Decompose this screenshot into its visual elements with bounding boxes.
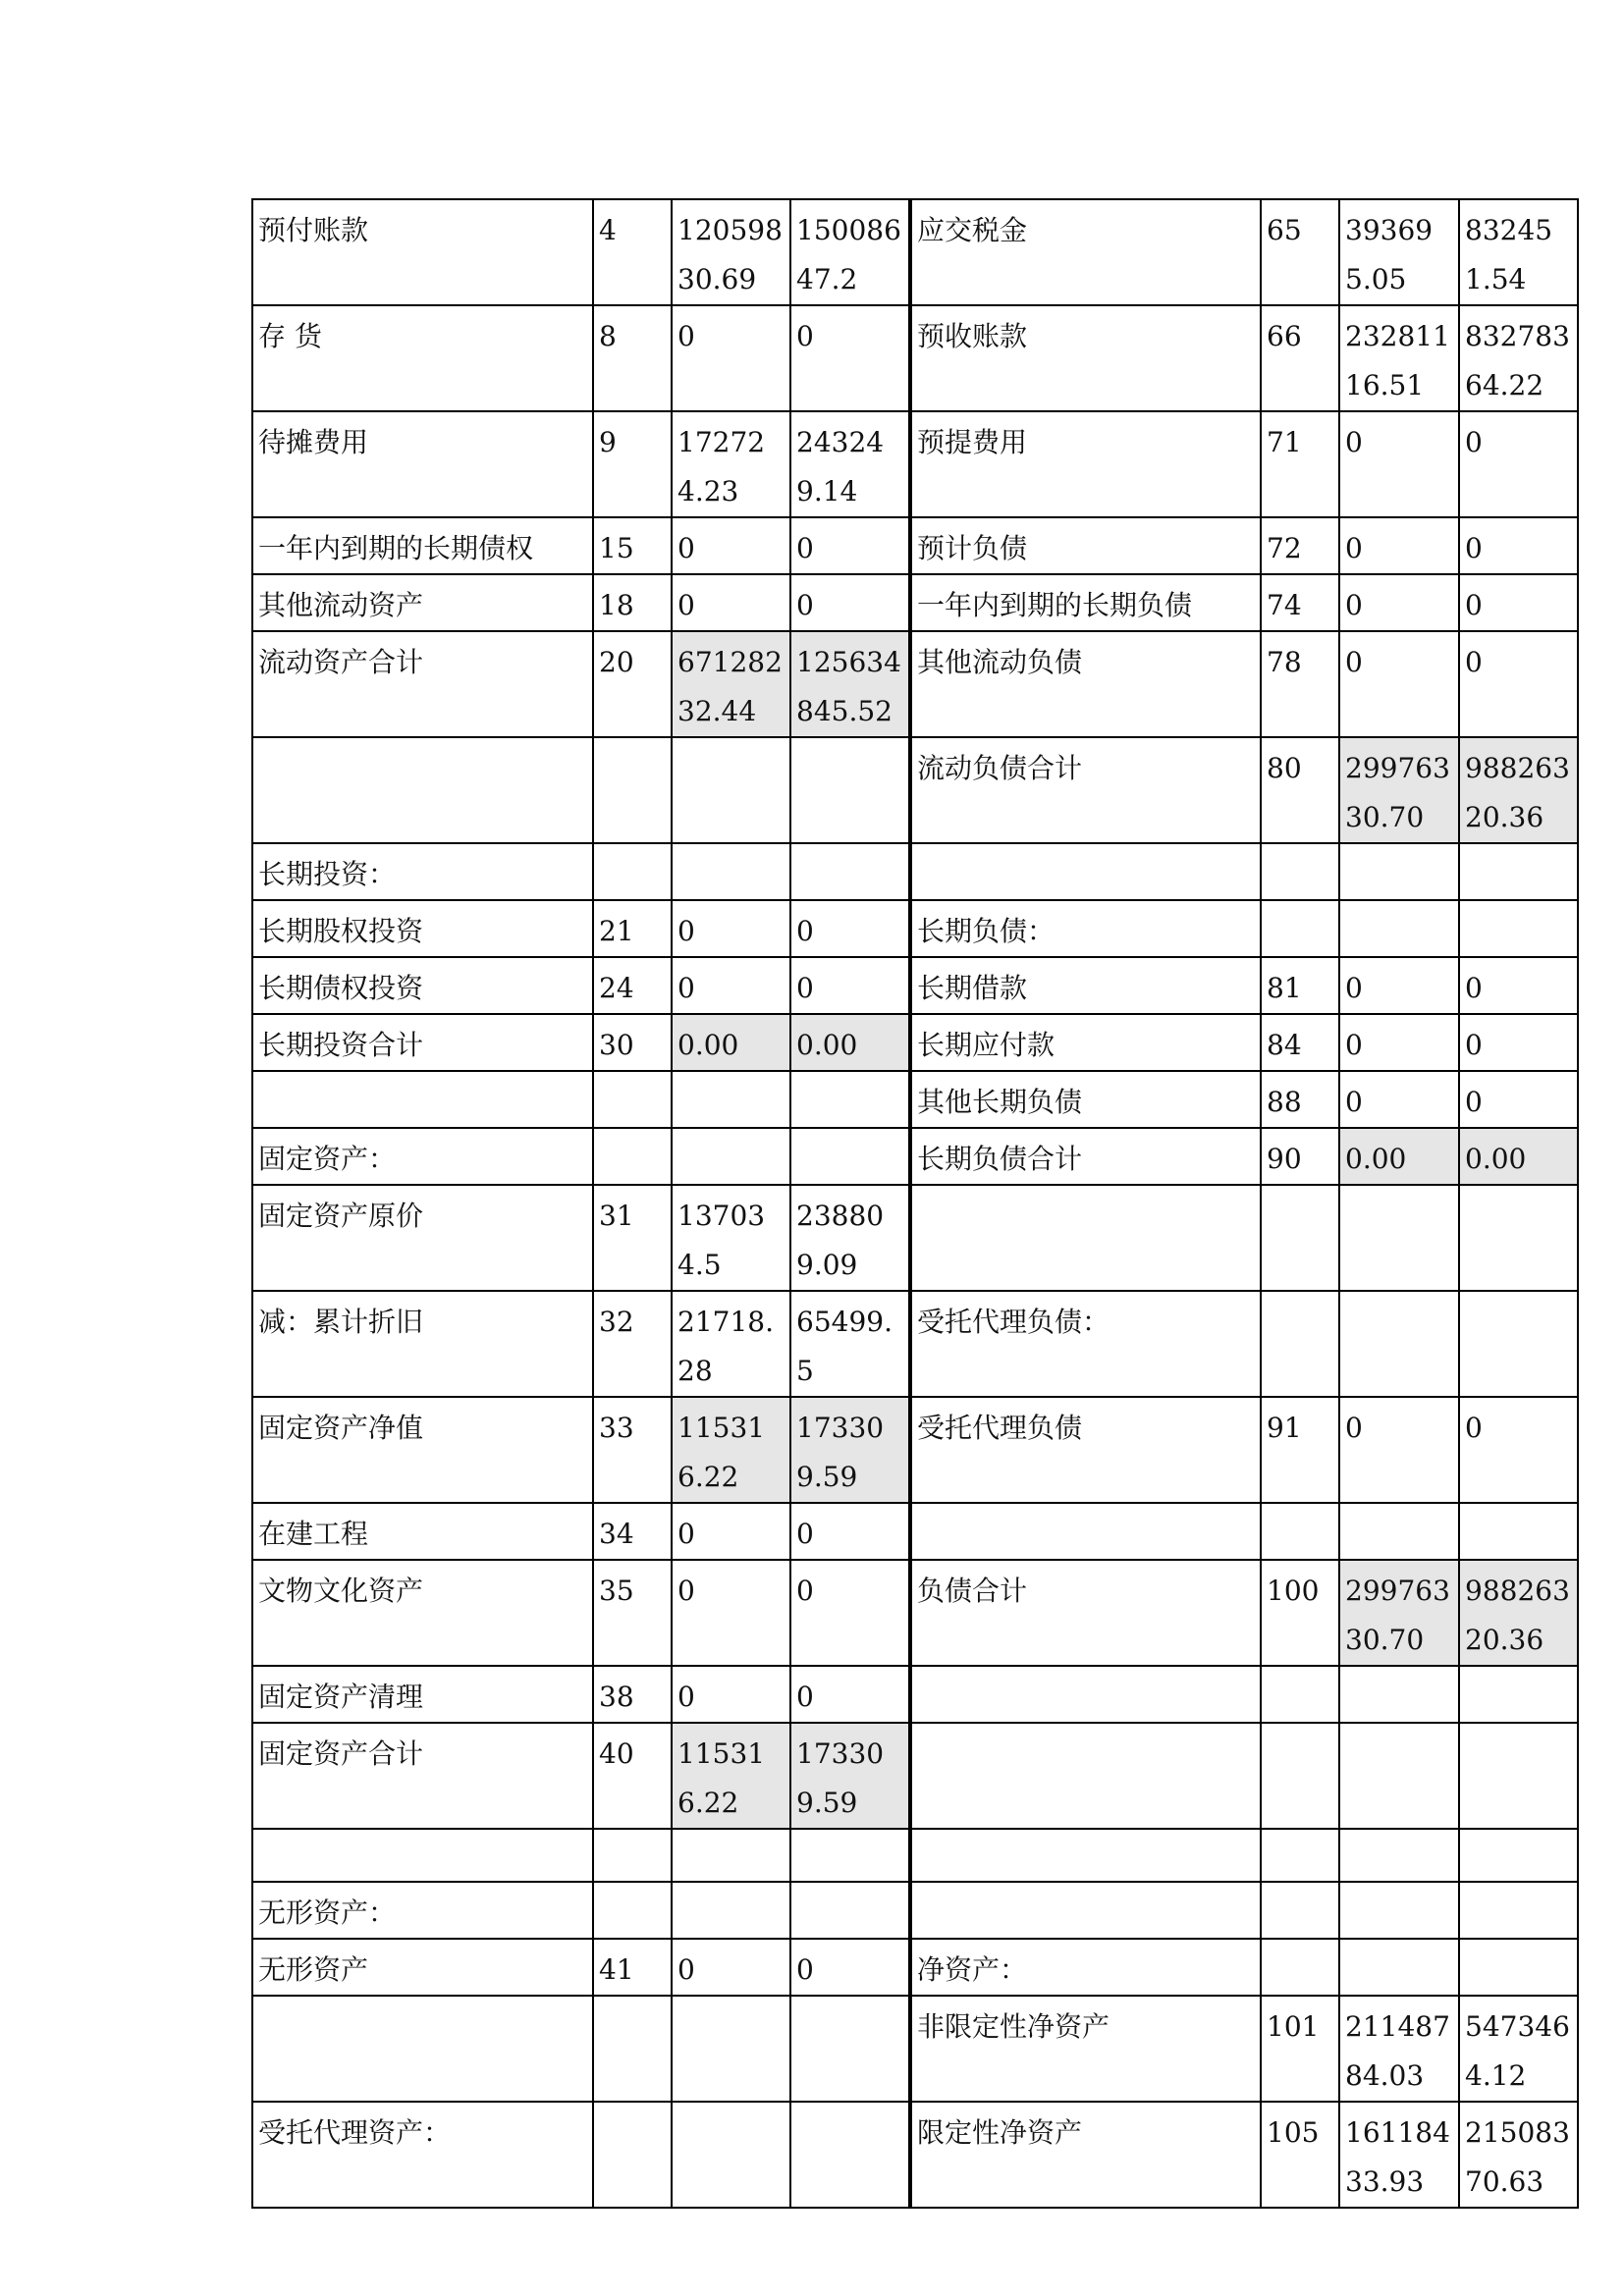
asset-line-no-cell xyxy=(593,1128,672,1185)
liability-end-value-cell: 0 xyxy=(1459,957,1578,1014)
table-row xyxy=(252,1723,1578,1829)
asset-line-no-cell: 40 xyxy=(593,1723,672,1829)
asset-begin-value-cell xyxy=(672,1128,790,1185)
liability-end-value-cell: 0 xyxy=(1459,1014,1578,1071)
liability-begin-value-cell xyxy=(1339,1185,1459,1291)
liability-item-cell: 非限定性净资产 xyxy=(910,1996,1261,2102)
liability-line-no-cell xyxy=(1261,1829,1339,1882)
table-row xyxy=(252,1939,1578,1996)
table-row xyxy=(252,1291,1578,1397)
liability-begin-value-cell xyxy=(1339,843,1459,900)
liability-line-no-cell: 101 xyxy=(1261,1996,1339,2102)
liability-end-value-cell xyxy=(1459,1291,1578,1397)
asset-line-no-cell: 33 xyxy=(593,1397,672,1503)
liability-item-cell xyxy=(910,1882,1261,1939)
liability-begin-value-cell xyxy=(1339,1291,1459,1397)
liability-line-no-cell xyxy=(1261,1939,1339,1996)
asset-item-cell: 一年内到期的长期债权 xyxy=(252,517,593,574)
asset-begin-value-cell: 0 xyxy=(672,574,790,631)
asset-item-cell xyxy=(252,1829,593,1882)
liability-end-value-cell: 0 xyxy=(1459,517,1578,574)
asset-line-no-cell: 20 xyxy=(593,631,672,737)
asset-item-cell: 待摊费用 xyxy=(252,411,593,517)
asset-end-value-cell xyxy=(790,737,910,843)
liability-item-cell: 长期应付款 xyxy=(910,1014,1261,1071)
asset-end-value-cell xyxy=(790,1996,910,2102)
liability-item-cell: 流动负债合计 xyxy=(910,737,1261,843)
liability-end-value-cell xyxy=(1459,1185,1578,1291)
liability-begin-value-cell: 21148784.03 xyxy=(1339,1996,1459,2102)
asset-line-no-cell: 30 xyxy=(593,1014,672,1071)
liability-begin-value-cell: 0 xyxy=(1339,517,1459,574)
table-row xyxy=(252,574,1578,631)
liability-line-no-cell: 84 xyxy=(1261,1014,1339,1071)
table-row xyxy=(252,1397,1578,1503)
liability-item-cell xyxy=(910,1185,1261,1291)
table-row xyxy=(252,1014,1578,1071)
table-row xyxy=(252,1185,1578,1291)
table-row xyxy=(252,1071,1578,1128)
liability-line-no-cell xyxy=(1261,1882,1339,1939)
liability-item-cell xyxy=(910,843,1261,900)
asset-end-value-cell: 0 xyxy=(790,1666,910,1723)
liability-item-cell: 其他流动负债 xyxy=(910,631,1261,737)
asset-line-no-cell xyxy=(593,1996,672,2102)
liability-end-value-cell: 83278364.22 xyxy=(1459,305,1578,411)
asset-end-value-cell xyxy=(790,1128,910,1185)
liability-item-cell: 受托代理负债： xyxy=(910,1291,1261,1397)
asset-line-no-cell xyxy=(593,1882,672,1939)
liability-begin-value-cell xyxy=(1339,1723,1459,1829)
liability-line-no-cell: 74 xyxy=(1261,574,1339,631)
asset-begin-value-cell xyxy=(672,1996,790,2102)
asset-line-no-cell: 4 xyxy=(593,199,672,305)
table-row xyxy=(252,1829,1578,1882)
liability-line-no-cell: 91 xyxy=(1261,1397,1339,1503)
asset-end-value-cell: 0 xyxy=(790,1503,910,1560)
asset-line-no-cell: 35 xyxy=(593,1560,672,1666)
liability-begin-value-cell xyxy=(1339,1939,1459,1996)
asset-item-cell: 受托代理资产： xyxy=(252,2102,593,2208)
asset-end-value-cell: 0 xyxy=(790,305,910,411)
liability-begin-value-cell: 29976330.70 xyxy=(1339,737,1459,843)
balance-sheet-table xyxy=(251,198,1579,2209)
liability-item-cell: 受托代理负债 xyxy=(910,1397,1261,1503)
liability-line-no-cell xyxy=(1261,900,1339,957)
asset-end-value-cell: 0 xyxy=(790,957,910,1014)
liability-begin-value-cell: 16118433.93 xyxy=(1339,2102,1459,2208)
asset-line-no-cell: 31 xyxy=(593,1185,672,1291)
asset-item-cell: 固定资产合计 xyxy=(252,1723,593,1829)
table-row xyxy=(252,411,1578,517)
asset-line-no-cell xyxy=(593,1071,672,1128)
asset-end-value-cell: 0 xyxy=(790,517,910,574)
liability-line-no-cell xyxy=(1261,1723,1339,1829)
asset-line-no-cell: 21 xyxy=(593,900,672,957)
liability-line-no-cell: 65 xyxy=(1261,199,1339,305)
asset-begin-value-cell: 0 xyxy=(672,1939,790,1996)
liability-end-value-cell: 5473464.12 xyxy=(1459,1996,1578,2102)
asset-end-value-cell: 243249.14 xyxy=(790,411,910,517)
liability-end-value-cell xyxy=(1459,1666,1578,1723)
liability-item-cell xyxy=(910,1666,1261,1723)
asset-item-cell: 存 货 xyxy=(252,305,593,411)
asset-item-cell: 无形资产 xyxy=(252,1939,593,1996)
liability-item-cell: 限定性净资产 xyxy=(910,2102,1261,2208)
asset-begin-value-cell xyxy=(672,843,790,900)
asset-end-value-cell xyxy=(790,1882,910,1939)
liability-end-value-cell xyxy=(1459,1503,1578,1560)
liability-end-value-cell xyxy=(1459,900,1578,957)
liability-item-cell: 长期借款 xyxy=(910,957,1261,1014)
table-row xyxy=(252,1996,1578,2102)
liability-begin-value-cell xyxy=(1339,1503,1459,1560)
asset-end-value-cell xyxy=(790,2102,910,2208)
asset-item-cell: 流动资产合计 xyxy=(252,631,593,737)
liability-begin-value-cell: 0 xyxy=(1339,957,1459,1014)
asset-end-value-cell: 0 xyxy=(790,900,910,957)
table-row xyxy=(252,1560,1578,1666)
asset-line-no-cell xyxy=(593,1829,672,1882)
table-row xyxy=(252,305,1578,411)
asset-begin-value-cell: 0 xyxy=(672,900,790,957)
liability-line-no-cell xyxy=(1261,1503,1339,1560)
asset-item-cell: 预付账款 xyxy=(252,199,593,305)
asset-begin-value-cell: 0 xyxy=(672,1503,790,1560)
asset-item-cell: 固定资产原价 xyxy=(252,1185,593,1291)
asset-begin-value-cell: 115316.22 xyxy=(672,1397,790,1503)
liability-end-value-cell: 0 xyxy=(1459,1071,1578,1128)
asset-end-value-cell: 0 xyxy=(790,1939,910,1996)
liability-item-cell xyxy=(910,1723,1261,1829)
asset-line-no-cell: 8 xyxy=(593,305,672,411)
asset-item-cell: 固定资产清理 xyxy=(252,1666,593,1723)
asset-begin-value-cell xyxy=(672,1071,790,1128)
liability-line-no-cell: 71 xyxy=(1261,411,1339,517)
asset-begin-value-cell: 0 xyxy=(672,1560,790,1666)
asset-end-value-cell: 15008647.2 xyxy=(790,199,910,305)
liability-line-no-cell xyxy=(1261,1666,1339,1723)
asset-line-no-cell: 41 xyxy=(593,1939,672,1996)
asset-begin-value-cell xyxy=(672,737,790,843)
liability-item-cell: 负债合计 xyxy=(910,1560,1261,1666)
liability-line-no-cell xyxy=(1261,1185,1339,1291)
liability-line-no-cell: 81 xyxy=(1261,957,1339,1014)
asset-begin-value-cell: 67128232.44 xyxy=(672,631,790,737)
asset-item-cell: 固定资产净值 xyxy=(252,1397,593,1503)
liability-begin-value-cell: 0.00 xyxy=(1339,1128,1459,1185)
asset-begin-value-cell: 0 xyxy=(672,957,790,1014)
asset-end-value-cell: 125634845.52 xyxy=(790,631,910,737)
asset-item-cell: 在建工程 xyxy=(252,1503,593,1560)
asset-end-value-cell: 0 xyxy=(790,1560,910,1666)
asset-end-value-cell: 0 xyxy=(790,574,910,631)
liability-begin-value-cell: 0 xyxy=(1339,1071,1459,1128)
table-row xyxy=(252,1666,1578,1723)
table-row xyxy=(252,631,1578,737)
asset-begin-value-cell: 0 xyxy=(672,1666,790,1723)
asset-begin-value-cell xyxy=(672,2102,790,2208)
table-row xyxy=(252,517,1578,574)
liability-end-value-cell xyxy=(1459,843,1578,900)
liability-item-cell: 其他长期负债 xyxy=(910,1071,1261,1128)
liability-begin-value-cell: 0 xyxy=(1339,1397,1459,1503)
table-row xyxy=(252,900,1578,957)
asset-item-cell xyxy=(252,1996,593,2102)
asset-item-cell: 长期股权投资 xyxy=(252,900,593,957)
asset-begin-value-cell: 172724.23 xyxy=(672,411,790,517)
table-row xyxy=(252,1128,1578,1185)
liability-end-value-cell: 832451.54 xyxy=(1459,199,1578,305)
liability-item-cell xyxy=(910,1829,1261,1882)
liability-begin-value-cell: 0 xyxy=(1339,631,1459,737)
asset-line-no-cell xyxy=(593,737,672,843)
liability-line-no-cell: 88 xyxy=(1261,1071,1339,1128)
liability-line-no-cell: 66 xyxy=(1261,305,1339,411)
asset-line-no-cell xyxy=(593,843,672,900)
asset-end-value-cell xyxy=(790,843,910,900)
liability-line-no-cell: 72 xyxy=(1261,517,1339,574)
liability-end-value-cell: 0 xyxy=(1459,411,1578,517)
liability-line-no-cell xyxy=(1261,1291,1339,1397)
asset-item-cell xyxy=(252,737,593,843)
liability-end-value-cell: 98826320.36 xyxy=(1459,1560,1578,1666)
asset-item-cell: 长期债权投资 xyxy=(252,957,593,1014)
asset-item-cell: 减：累计折旧 xyxy=(252,1291,593,1397)
asset-item-cell: 文物文化资产 xyxy=(252,1560,593,1666)
table-row xyxy=(252,957,1578,1014)
liability-end-value-cell: 21508370.63 xyxy=(1459,2102,1578,2208)
asset-begin-value-cell: 137034.5 xyxy=(672,1185,790,1291)
liability-line-no-cell: 80 xyxy=(1261,737,1339,843)
liability-end-value-cell xyxy=(1459,1829,1578,1882)
liability-begin-value-cell xyxy=(1339,1882,1459,1939)
liability-item-cell: 预收账款 xyxy=(910,305,1261,411)
table-row xyxy=(252,843,1578,900)
table-row xyxy=(252,1503,1578,1560)
liability-begin-value-cell: 0 xyxy=(1339,1014,1459,1071)
liability-end-value-cell: 0.00 xyxy=(1459,1128,1578,1185)
asset-end-value-cell xyxy=(790,1071,910,1128)
liability-line-no-cell: 90 xyxy=(1261,1128,1339,1185)
asset-line-no-cell xyxy=(593,2102,672,2208)
liability-begin-value-cell xyxy=(1339,900,1459,957)
asset-end-value-cell: 0.00 xyxy=(790,1014,910,1071)
liability-line-no-cell xyxy=(1261,843,1339,900)
liability-end-value-cell: 0 xyxy=(1459,1397,1578,1503)
asset-item-cell: 无形资产： xyxy=(252,1882,593,1939)
liability-item-cell: 应交税金 xyxy=(910,199,1261,305)
liability-item-cell xyxy=(910,1503,1261,1560)
asset-begin-value-cell xyxy=(672,1882,790,1939)
balance-sheet-body xyxy=(252,199,1578,2208)
liability-line-no-cell: 105 xyxy=(1261,2102,1339,2208)
liability-end-value-cell: 0 xyxy=(1459,631,1578,737)
asset-line-no-cell: 9 xyxy=(593,411,672,517)
liability-line-no-cell: 100 xyxy=(1261,1560,1339,1666)
asset-end-value-cell: 173309.59 xyxy=(790,1723,910,1829)
table-row xyxy=(252,2102,1578,2208)
asset-line-no-cell: 24 xyxy=(593,957,672,1014)
asset-begin-value-cell: 12059830.69 xyxy=(672,199,790,305)
asset-item-cell: 固定资产： xyxy=(252,1128,593,1185)
asset-end-value-cell: 238809.09 xyxy=(790,1185,910,1291)
liability-item-cell: 净资产： xyxy=(910,1939,1261,1996)
asset-end-value-cell xyxy=(790,1829,910,1882)
liability-end-value-cell: 98826320.36 xyxy=(1459,737,1578,843)
liability-end-value-cell xyxy=(1459,1723,1578,1829)
asset-end-value-cell: 173309.59 xyxy=(790,1397,910,1503)
liability-begin-value-cell: 29976330.70 xyxy=(1339,1560,1459,1666)
liability-item-cell: 长期负债： xyxy=(910,900,1261,957)
liability-end-value-cell xyxy=(1459,1939,1578,1996)
liability-end-value-cell: 0 xyxy=(1459,574,1578,631)
liability-begin-value-cell: 0 xyxy=(1339,411,1459,517)
table-row xyxy=(252,737,1578,843)
asset-begin-value-cell: 0 xyxy=(672,305,790,411)
asset-line-no-cell: 15 xyxy=(593,517,672,574)
asset-line-no-cell: 18 xyxy=(593,574,672,631)
liability-item-cell: 长期负债合计 xyxy=(910,1128,1261,1185)
asset-item-cell: 长期投资： xyxy=(252,843,593,900)
asset-end-value-cell: 65499.5 xyxy=(790,1291,910,1397)
asset-begin-value-cell: 21718.28 xyxy=(672,1291,790,1397)
asset-item-cell: 其他流动资产 xyxy=(252,574,593,631)
asset-begin-value-cell xyxy=(672,1829,790,1882)
liability-begin-value-cell: 393695.05 xyxy=(1339,199,1459,305)
asset-line-no-cell: 32 xyxy=(593,1291,672,1397)
liability-begin-value-cell xyxy=(1339,1829,1459,1882)
liability-item-cell: 预计负债 xyxy=(910,517,1261,574)
asset-line-no-cell: 38 xyxy=(593,1666,672,1723)
asset-item-cell: 长期投资合计 xyxy=(252,1014,593,1071)
table-row xyxy=(252,1882,1578,1939)
liability-begin-value-cell: 0 xyxy=(1339,574,1459,631)
liability-item-cell: 一年内到期的长期负债 xyxy=(910,574,1261,631)
asset-line-no-cell: 34 xyxy=(593,1503,672,1560)
liability-end-value-cell xyxy=(1459,1882,1578,1939)
asset-begin-value-cell: 115316.22 xyxy=(672,1723,790,1829)
liability-item-cell: 预提费用 xyxy=(910,411,1261,517)
asset-begin-value-cell: 0 xyxy=(672,517,790,574)
liability-begin-value-cell xyxy=(1339,1666,1459,1723)
asset-item-cell xyxy=(252,1071,593,1128)
asset-begin-value-cell: 0.00 xyxy=(672,1014,790,1071)
liability-begin-value-cell: 23281116.51 xyxy=(1339,305,1459,411)
liability-line-no-cell: 78 xyxy=(1261,631,1339,737)
table-row xyxy=(252,199,1578,305)
